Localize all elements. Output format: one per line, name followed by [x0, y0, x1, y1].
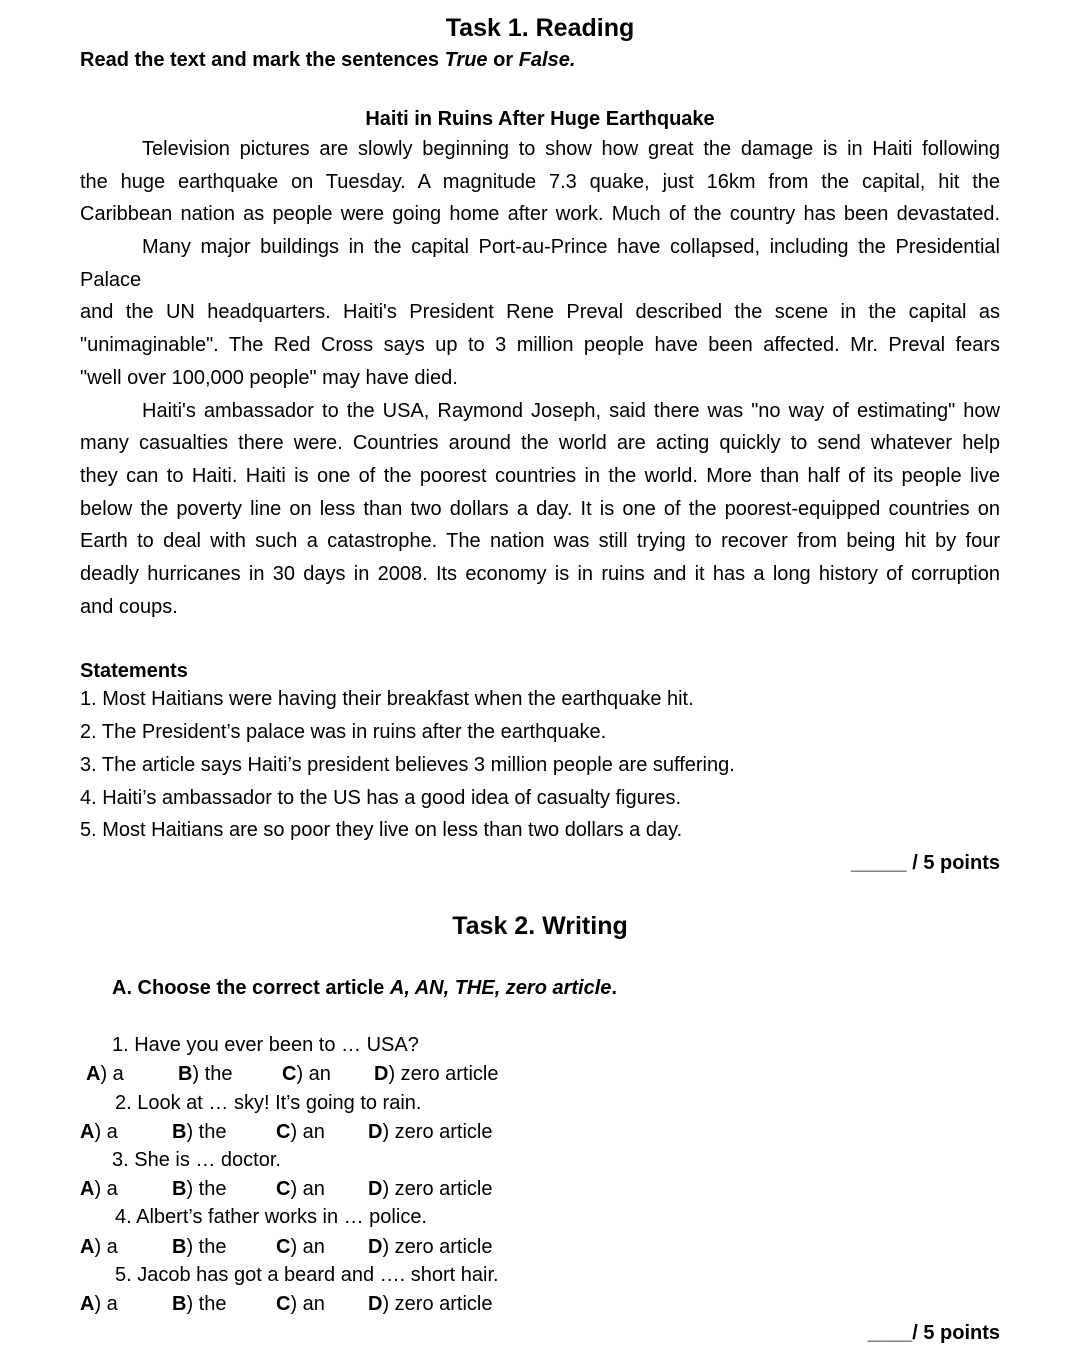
answer-option-b[interactable]: B) the: [172, 1293, 227, 1315]
article-line: Haiti's ambassador to the USA, Raymond Joseph, said there was "no way of estimating" how: [142, 399, 1000, 422]
statement-item: 3. The article says Haiti’s president believes 3 million people are suffering.: [80, 754, 735, 776]
statement-item: 4. Haiti’s ambassador to the US has a good idea of casualty figures.: [80, 787, 682, 809]
article-line: "well over 100,000 people" may have died.: [80, 366, 458, 389]
answer-option-c[interactable]: C) an: [276, 1236, 325, 1258]
answer-option-b[interactable]: B) the: [172, 1121, 227, 1143]
article-line: below the poverty line on less than two dollars a day. It is one of the poorest-equipped countries on: [80, 497, 1000, 520]
article-body: [80, 133, 1000, 623]
task1-points: _____ / 5 points: [851, 852, 1000, 874]
article-line: "unimaginable". The Red Cross says up to 3 million people have been affected. Mr. Preval fears: [80, 334, 1000, 357]
article-title: Haiti in Ruins After Huge Earthquake: [365, 108, 715, 130]
answer-option-d[interactable]: D) zero article: [374, 1063, 499, 1085]
article-line: many casualties there were. Countries around the world are acting quickly to send whatever help: [80, 432, 1000, 455]
article-line: deadly hurricanes in 30 days in 2008. Its economy is in ruins and it has a long history of corruption: [80, 562, 1000, 585]
article-line: Caribbean nation as people were going home after work. Much of the country has been devastated.: [80, 203, 1000, 226]
answer-option-c[interactable]: C) an: [276, 1178, 325, 1200]
question-item: 2. Look at … sky! It’s going to rain.: [115, 1092, 422, 1114]
instruction-lead: Read the text and mark the sentences: [80, 49, 445, 71]
answer-option-a[interactable]: A) a: [80, 1121, 118, 1143]
answer-option-a[interactable]: A) a: [86, 1063, 124, 1085]
statements-heading: Statements: [80, 660, 188, 682]
answer-option-c[interactable]: C) an: [282, 1063, 331, 1085]
answer-option-c[interactable]: C) an: [276, 1293, 325, 1315]
instruction-or: or: [487, 49, 519, 71]
question-item: 1. Have you ever been to … USA?: [112, 1034, 419, 1056]
section-a-instruction: [112, 977, 617, 1000]
task2-title: Task 2. Writing: [452, 912, 628, 940]
answer-option-b[interactable]: B) the: [172, 1178, 227, 1200]
answer-option-d[interactable]: D) zero article: [368, 1121, 493, 1143]
answer-option-c[interactable]: C) an: [276, 1121, 325, 1143]
task2-points: ____/ 5 points: [867, 1322, 1000, 1344]
article-line: Many major buildings in the capital Port-au-Prince have collapsed, including the Presidential: [142, 236, 1000, 259]
task1-title: Task 1. Reading: [445, 14, 635, 42]
statement-item: 1. Most Haitians were having their breakfast when the earthquake hit.: [80, 688, 694, 710]
answer-option-a[interactable]: A) a: [80, 1293, 118, 1315]
instruction-false: False.: [518, 49, 576, 71]
section-a-lead: A. Choose the correct article: [112, 977, 390, 999]
task1-instruction: [80, 49, 575, 72]
section-a-end: .: [611, 977, 617, 999]
statement-item: 2. The President’s palace was in ruins after the earthquake.: [80, 721, 607, 743]
article-line: Television pictures are slowly beginning to show how great the damage is in Haiti following: [142, 138, 1000, 160]
answer-option-b[interactable]: B) the: [172, 1236, 227, 1258]
answer-option-d[interactable]: D) zero article: [368, 1178, 493, 1200]
article-line: Palace: [80, 268, 142, 291]
instruction-true: True: [444, 49, 488, 71]
article-line: the huge earthquake on Tuesday. A magnitude 7.3 quake, just 16km from the capital, hit the: [80, 170, 1000, 193]
question-item: 5. Jacob has got a beard and …. short hair.: [115, 1264, 499, 1286]
answer-option-a[interactable]: A) a: [80, 1236, 118, 1258]
article-line: they can to Haiti. Haiti is one of the poorest countries in the world. More than half of its people live: [80, 464, 1000, 487]
question-item: 3. She is … doctor.: [112, 1149, 281, 1171]
question-item: 4. Albert’s father works in … police.: [115, 1206, 427, 1228]
statement-item: 5. Most Haitians are so poor they live on less than two dollars a day.: [80, 819, 683, 841]
article-line: Earth to deal with such a catastrophe. The nation was still trying to recover from being hit by four: [80, 530, 1000, 553]
article-line: and coups.: [80, 595, 178, 618]
answer-option-d[interactable]: D) zero article: [368, 1293, 493, 1315]
answer-option-d[interactable]: D) zero article: [368, 1236, 493, 1258]
answer-option-a[interactable]: A) a: [80, 1178, 118, 1200]
article-line: and the UN headquarters. Haiti's President Rene Preval described the scene in the capital as: [80, 301, 1000, 324]
answer-option-b[interactable]: B) the: [178, 1063, 233, 1085]
section-a-options: A, AN, THE, zero article: [389, 977, 612, 999]
